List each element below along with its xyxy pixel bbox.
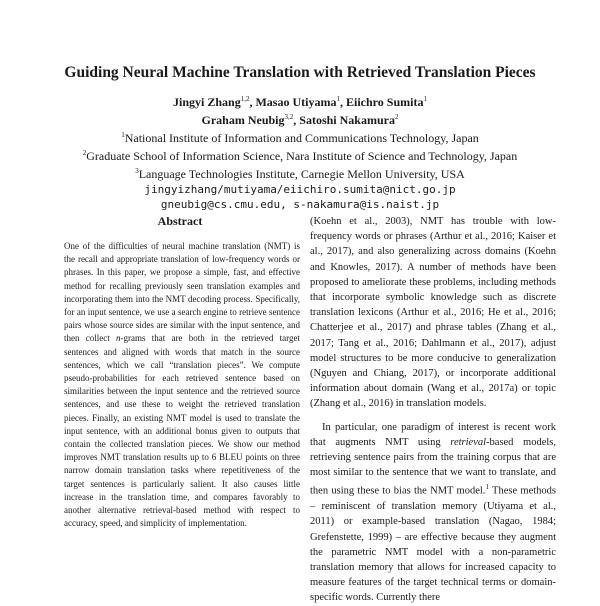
affiliation-line xyxy=(0,164,600,182)
author-separator: , xyxy=(249,95,256,109)
affiliation-marker: 1 xyxy=(121,131,125,139)
author-name: Jingyi Zhang xyxy=(173,95,241,109)
author-line-1 xyxy=(0,92,600,110)
body-paragraph: (Koehn et al., 2003), NMT has trouble with low-frequency words or phrases (Arthur et al., 2016; Kaiser et al., 2017), and also generalizing across domains (Koehn and Knowles, 2017). A number of methods have been proposed to ameliorate these problems, including methods that incorporate symbolic knowledge such as discrete translation lexicons (Arthur et al., 2016; He et al., 2016; Chatterjee et al., 2017) and phrase tables (Zhang et al., 2017; Tang et al., 2016; Dahlmann et al., 2017), adjust model structures to be more conducive to generalization (Nguyen and Chiang, 2017), or incorporate additional information about domain (Wang et al., 2017a) or topic (Zhang et al., 2016) in translation models. xyxy=(310,216,556,410)
author-separator: , xyxy=(293,113,300,127)
author-name: Graham Neubig xyxy=(201,113,285,127)
author-line-2 xyxy=(0,110,600,128)
author-name: Eiichro Sumita xyxy=(345,95,424,109)
abstract-text-part: One of the difficulties of neural machine translation (NMT) is the recall and appropriate translation of low-frequency words or phrases. In this paper, we propose a simple, fast, and effective method for recalling previously seen translation examples and incorporating them into the NMT decoding process. Specifically, for an input sentence, we use a search engine to retrieve sentence pairs whose source sides are similar with the input sentence, and then collect xyxy=(64,241,300,344)
affiliation-line xyxy=(0,128,600,146)
author-affiliation-marker: 1,2 xyxy=(240,95,250,103)
abstract-text xyxy=(64,240,300,530)
affiliation-text: Graduate School of Information Science, Nara Institute of Science and Technology, Japan xyxy=(86,149,518,163)
body-text-part: In particular, one paradigm of interest is recent work that augments NMT using xyxy=(310,421,556,448)
body-italic-word: retrieval xyxy=(450,436,487,448)
affiliation-marker: 3 xyxy=(135,167,139,175)
affiliation-text: National Institute of Information and Communications Technology, Japan xyxy=(124,131,479,145)
author-name: Masao Utiyama xyxy=(255,95,337,109)
abstract-heading: Abstract xyxy=(157,214,203,228)
affiliation-line xyxy=(0,146,600,164)
author-affiliation-marker: 3,2 xyxy=(284,113,294,121)
affiliation-marker: 2 xyxy=(82,149,87,157)
paper-title: Guiding Neural Machine Translation with Retrieved Translation Pieces xyxy=(64,64,536,81)
author-name: Satoshi Nakamura xyxy=(299,113,395,127)
left-column xyxy=(56,214,304,530)
author-affiliation-marker: 1 xyxy=(423,95,427,103)
right-column xyxy=(310,214,556,606)
email-line: gneubig@cs.cmu.edu, s-nakamura@is.naist.jp xyxy=(160,198,440,211)
body-text-part: -based models, retrieving sentence pairs from the training corpus that are most similar to the sentence that we want to translate, and then using these to bias the NMT model. xyxy=(310,436,556,497)
email-line: jingyizhang/mutiyama/eiichiro.sumita@nict.go.jp xyxy=(144,183,456,196)
body-paragraph xyxy=(310,420,556,606)
affiliation-text: Language Technologies Institute, Carnegie Mellon University, USA xyxy=(138,167,465,181)
abstract-text-part: -grams that are both in the retrieved target sentences and aligned with words that match in the source sentences, which we call “translation pieces”. We compute pseudo-probabilities for each retrieved sentence based on similarities between the input sentence and the retrieved source sentences, and use these to weight the retrieved translation pieces. Finally, an existing NMT model is used to translate the input sentence, with an additional bonus given to outputs that contain the collected translation pieces. We show our method improves NMT translation results up to 6 BLEU points on three narrow domain translation tasks where repetitiveness of the target sentences is particularly salient. It also causes little increase in the translation time, and compares favorably to another alternative retrieval-based method with respect to accuracy, speed, and simplicity of implementation. xyxy=(64,333,300,529)
author-separator: , xyxy=(339,95,346,109)
footnote-marker: 1 xyxy=(485,483,489,492)
author-affiliation-marker: 2 xyxy=(394,113,399,121)
abstract-italic-n: n xyxy=(115,333,121,344)
author-block xyxy=(0,92,600,212)
body-text-part: These methods – reminiscent of translation memory (Utiyama et al., 2011) or example-based translation (Nagao, 1984; Grefenstette, 1999) – are effective because they augment the parametric NMT model with a non-parametric translation memory that allows for increased capacity to measure features of the target technical terms or domain-specific words. Currently there xyxy=(310,485,557,604)
author-affiliation-marker: 1 xyxy=(336,95,340,103)
